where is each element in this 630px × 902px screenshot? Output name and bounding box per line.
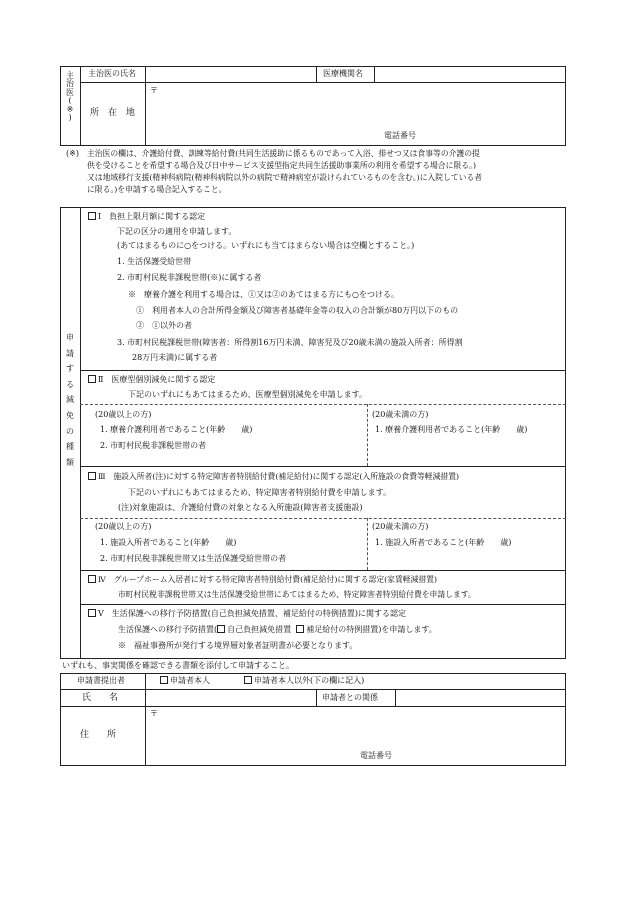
s5-option-a: 自己負担減免措置 bbox=[227, 625, 292, 634]
s2-dashed-mid bbox=[367, 404, 368, 466]
s1-line-1: 下記の区分の適用を申請します。 bbox=[117, 227, 237, 236]
vertical-char: 類 bbox=[66, 457, 74, 467]
applicant-name-field[interactable] bbox=[146, 690, 315, 705]
s3-left-item-2[interactable]: 2. 市町村民税非課税世帯又は生活保護受給世帯の者 bbox=[100, 554, 287, 563]
s1-option-3-cont: 28万円未満)に属する者 bbox=[132, 353, 218, 362]
s2-line: 下記のいずれにもあてはまるため、医療型個別減免を申請します。 bbox=[128, 390, 368, 399]
s5-line-prefix: 生活保護への移行予防措置( bbox=[118, 625, 218, 634]
s1-option-1[interactable]: 1. 生活保護受給世帯 bbox=[117, 257, 192, 266]
submitter-other-option[interactable]: 申請者本人以外(下の欄に記入) bbox=[244, 676, 364, 686]
vertical-char: 請 bbox=[66, 348, 74, 358]
note-line-4: に限る。)を申請する場合記入すること。 bbox=[87, 185, 227, 194]
applicant-phone-label: 電話番号 bbox=[360, 751, 392, 760]
vertical-char: 種 bbox=[66, 442, 74, 452]
doctor-row-divider bbox=[80, 82, 566, 83]
s3-left-head: (20歳以上の方) bbox=[95, 522, 152, 531]
doctor-phone-label: 電話番号 bbox=[384, 131, 416, 140]
doctor-address-field[interactable] bbox=[146, 84, 565, 130]
doctor-address-label: 所 在 地 bbox=[90, 108, 136, 118]
vertical-char: の bbox=[66, 426, 74, 436]
vertical-char: 主 bbox=[66, 71, 74, 80]
submitter-other-checkbox[interactable] bbox=[244, 676, 252, 684]
s5-line bbox=[118, 625, 437, 635]
doctor-institution-field[interactable] bbox=[375, 67, 565, 81]
s5-option-b-checkbox[interactable] bbox=[296, 625, 304, 633]
section-5-title: Ⅴ 生活保護への移行予防措置(自己負担減免措置、補足給付の特例措置)に関する認定 bbox=[88, 609, 406, 619]
s1-option-3[interactable]: 3. 市町村民税課税世帯(障害者：所得割16万円未満、障害児及び20歳未満の施設入所者：所得割 bbox=[117, 338, 463, 347]
submitter-self-checkbox[interactable] bbox=[160, 676, 168, 684]
applicant-relation-divider bbox=[316, 689, 317, 706]
s1-line-2: (あてはまるものに○をつける。いずれにも当てはまらない場合は空欄とすること。) bbox=[117, 241, 415, 250]
doctor-postal-mark: 〒 bbox=[150, 86, 158, 95]
applicant-relation-field[interactable] bbox=[396, 690, 565, 705]
s3-right-head: (20歳未満の方) bbox=[372, 522, 429, 531]
vertical-char: る bbox=[66, 379, 74, 389]
applicant-relation-label: 申請者との関係 bbox=[322, 693, 378, 702]
reduction-side-divider bbox=[80, 207, 81, 659]
vertical-char: 治 bbox=[66, 79, 74, 89]
section-3-title: Ⅲ 施設入所者(注)に対する特定障害者特別給付費(補足給付)に関する認定(入所施設の食費等軽減措置) bbox=[88, 472, 459, 481]
s2-right-item-1[interactable]: 1. 療養介護利用者であること(年齢 歳) bbox=[375, 425, 528, 434]
s5-top-line bbox=[80, 604, 566, 605]
section-4-title: Ⅳ グループホーム入居者に対する特定障害者特別給付費(補足給付)に関する認定(家賃軽減措置) bbox=[88, 575, 437, 584]
section-3-checkbox[interactable] bbox=[88, 472, 96, 480]
vertical-char: ( bbox=[68, 96, 72, 106]
s2-top-line bbox=[80, 370, 566, 371]
applicant-name-label: 氏 名 bbox=[82, 693, 119, 703]
s2-left-item-1[interactable]: 1. 療養介護利用者であること(年齢 歳) bbox=[100, 425, 253, 434]
s1-sub-option-2[interactable]: ② ①以外の者 bbox=[136, 321, 192, 330]
s3-right-item-1[interactable]: 1. 施設入所者であること(年齢 歳) bbox=[375, 538, 512, 547]
applicant-row-2 bbox=[60, 706, 566, 707]
s3-note: (注)対象施設は、介護給付費の対象となる入所施設(障害者支援施設) bbox=[118, 503, 363, 512]
vertical-char: ) bbox=[68, 112, 72, 122]
s3-dashed-mid bbox=[367, 518, 368, 570]
s2-right-head: (20歳未満の方) bbox=[372, 410, 429, 419]
s5-note: ※ 福祉事務所が発行する境界層対象者証明書が必要となります。 bbox=[118, 641, 358, 650]
doctor-side-label bbox=[64, 72, 76, 122]
note-line-3: 又は地域移行支援(精神科病院(精神科病院以外の病院で精神病室が設けられているものを含む。)に入院している者 bbox=[87, 173, 483, 182]
s1-sub-option-1[interactable]: ① 利用者本人の合計所得金額及び障害者基礎年金等の収入の合計額が80万円以下のもの bbox=[136, 306, 459, 315]
vertical-char: 免 bbox=[66, 410, 74, 420]
vertical-char: す bbox=[66, 364, 74, 374]
vertical-char: 減 bbox=[66, 395, 74, 405]
s1-option-2[interactable]: 2. 市町村民税非課税世帯(※)に属する者 bbox=[117, 273, 262, 282]
section-2-checkbox[interactable] bbox=[88, 375, 96, 383]
applicant-address-label: 住 所 bbox=[80, 730, 117, 740]
s3-dashed-top bbox=[80, 518, 566, 519]
section-1-checkbox[interactable] bbox=[88, 212, 96, 220]
s5-option-b: 補足給付の特例措置 bbox=[306, 625, 379, 634]
applicant-address-field[interactable] bbox=[146, 708, 565, 746]
submitter-label: 申請書提出者 bbox=[77, 676, 125, 685]
s4-top-line bbox=[80, 570, 566, 571]
note-line-2: 供を受けることを希望する場合及び日中サービス支援型指定共同生活援助事業所の利用を希望する場合に限る。) bbox=[87, 161, 476, 170]
s2-dashed-top bbox=[80, 404, 566, 405]
s2-left-head: (20歳以上の方) bbox=[95, 410, 152, 419]
section-4-checkbox[interactable] bbox=[88, 575, 96, 583]
vertical-char: 申 bbox=[66, 333, 74, 342]
s5-line-suffix: )を申請します。 bbox=[378, 625, 437, 634]
s3-top-line bbox=[80, 466, 566, 467]
vertical-char: ※ bbox=[66, 104, 74, 114]
submitter-self-option[interactable]: 申請者本人 bbox=[160, 676, 210, 686]
section-1-title: Ⅰ 負担上限月額に関する認定 bbox=[88, 212, 205, 222]
doctor-side-divider bbox=[80, 66, 81, 146]
s4-line: 市町村民税非課税世帯又は生活保護受給世帯にあてはまるため、特定障害者特別給付費を申請します。 bbox=[118, 590, 476, 599]
applicant-postal-mark: 〒 bbox=[150, 709, 158, 718]
vertical-char: 医 bbox=[66, 87, 74, 97]
reduction-side-label bbox=[64, 330, 76, 470]
note-mark: (※) bbox=[66, 149, 79, 158]
s3-line: 下記のいずれにもあてはまるため、特定障害者特別給付費を申請します。 bbox=[128, 488, 392, 497]
doctor-institution-label: 医療機関名 bbox=[323, 69, 363, 78]
s1-care-note: ※ 療養介護を利用する場合は、①又は②のあてはまる方にも○をつける。 bbox=[128, 290, 399, 299]
section-5-checkbox[interactable] bbox=[88, 609, 96, 617]
s2-left-item-2[interactable]: 2. 市町村民税非課税世帯の者 bbox=[100, 441, 207, 450]
doctor-name-label: 主治医の氏名 bbox=[88, 69, 136, 78]
s3-left-item-1[interactable]: 1. 施設入所者であること(年齢 歳) bbox=[100, 538, 237, 547]
doctor-name-field[interactable] bbox=[146, 67, 315, 81]
note-line-1: 主治医の欄は、介護給付費、訓練等給付費(共同生活援助に係るものであって入浴、排せつ又は食事等の介護の提 bbox=[87, 149, 480, 158]
footer-note: いずれも、事実関係を確認できる書類を添付して申請すること。 bbox=[62, 661, 294, 670]
doctor-institution-divider bbox=[316, 66, 317, 82]
section-2-title: Ⅱ 医療型個別減免に関する認定 bbox=[88, 375, 215, 385]
s5-option-a-checkbox[interactable] bbox=[217, 625, 225, 633]
